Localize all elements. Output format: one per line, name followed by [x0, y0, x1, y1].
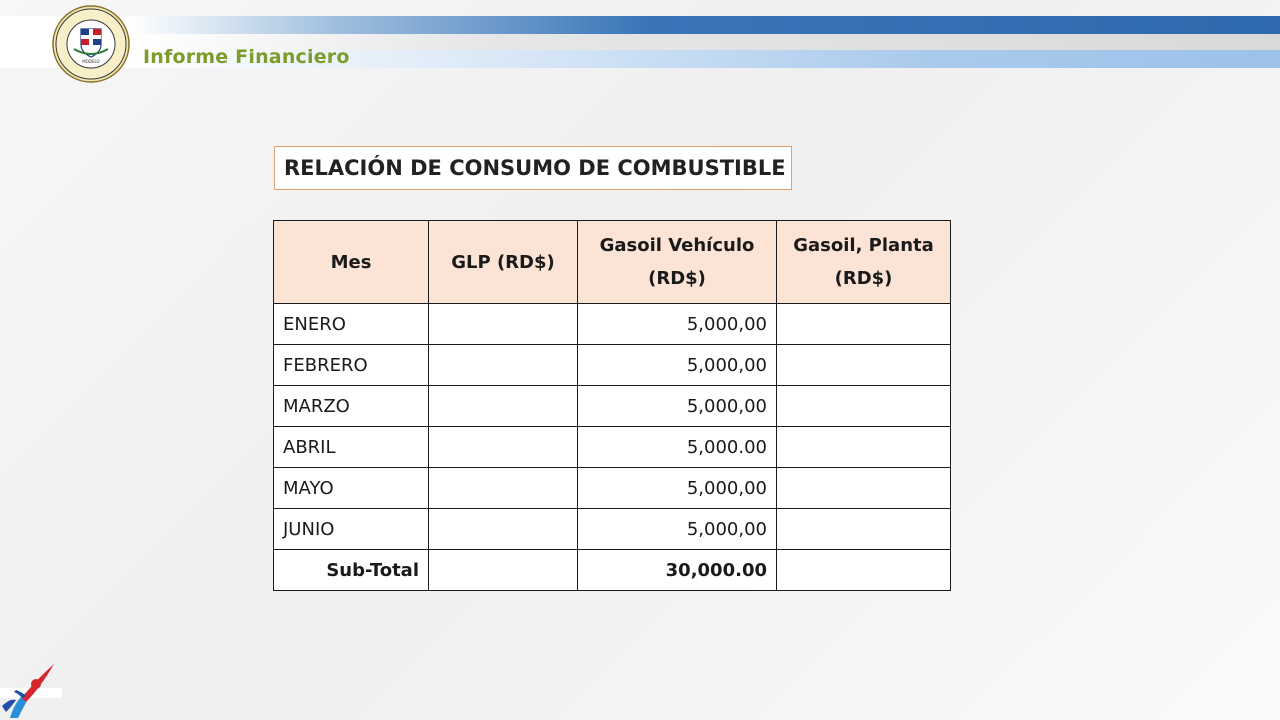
cell-mes: ABRIL — [274, 427, 429, 468]
cell-gasoil-vehiculo: 5,000,00 — [578, 468, 777, 509]
table-row — [274, 468, 951, 509]
subtotal-row — [274, 550, 951, 591]
cell-glp — [429, 468, 578, 509]
cell-mes: ENERO — [274, 304, 429, 345]
fuel-consumption-table — [273, 220, 951, 591]
subtotal-gasoil-planta — [777, 550, 951, 591]
column-header-glp: GLP (RD$) — [429, 221, 578, 304]
cell-mes: MARZO — [274, 386, 429, 427]
subtotal-gasoil-vehiculo: 30,000.00 — [578, 550, 777, 591]
cell-glp — [429, 386, 578, 427]
brand-figure-logo-icon — [0, 660, 62, 720]
cell-glp — [429, 304, 578, 345]
column-header-mes: Mes — [274, 221, 429, 304]
section-title: Informe Financiero — [143, 46, 350, 68]
cell-mes: MAYO — [274, 468, 429, 509]
table-row — [274, 386, 951, 427]
subtotal-glp — [429, 550, 578, 591]
report-title: RELACIÓN DE CONSUMO DE COMBUSTIBLE — [274, 146, 792, 190]
cell-gasoil-planta — [777, 386, 951, 427]
cell-gasoil-planta — [777, 509, 951, 550]
column-header-gasoil-vehiculo: Gasoil Vehículo (RD$) — [578, 221, 777, 304]
institution-seal-icon — [52, 5, 130, 83]
table-header-row — [274, 221, 951, 304]
cell-mes: FEBRERO — [274, 345, 429, 386]
cell-mes: JUNIO — [274, 509, 429, 550]
cell-gasoil-vehiculo: 5,000.00 — [578, 427, 777, 468]
table-row — [274, 509, 951, 550]
cell-gasoil-planta — [777, 427, 951, 468]
table-row — [274, 304, 951, 345]
cell-gasoil-vehiculo: 5,000,00 — [578, 509, 777, 550]
table-row — [274, 345, 951, 386]
cell-glp — [429, 345, 578, 386]
table-row — [274, 427, 951, 468]
cell-gasoil-vehiculo: 5,000,00 — [578, 345, 777, 386]
cell-gasoil-vehiculo: 5,000,00 — [578, 304, 777, 345]
svg-text:MODELO: MODELO — [82, 59, 100, 64]
column-header-gasoil-planta: Gasoil, Planta (RD$) — [777, 221, 951, 304]
cell-gasoil-planta — [777, 468, 951, 509]
cell-glp — [429, 509, 578, 550]
cell-gasoil-vehiculo: 5,000,00 — [578, 386, 777, 427]
cell-glp — [429, 427, 578, 468]
header-bar-blue — [130, 16, 1280, 34]
subtotal-label: Sub-Total — [274, 550, 429, 591]
cell-gasoil-planta — [777, 345, 951, 386]
cell-gasoil-planta — [777, 304, 951, 345]
